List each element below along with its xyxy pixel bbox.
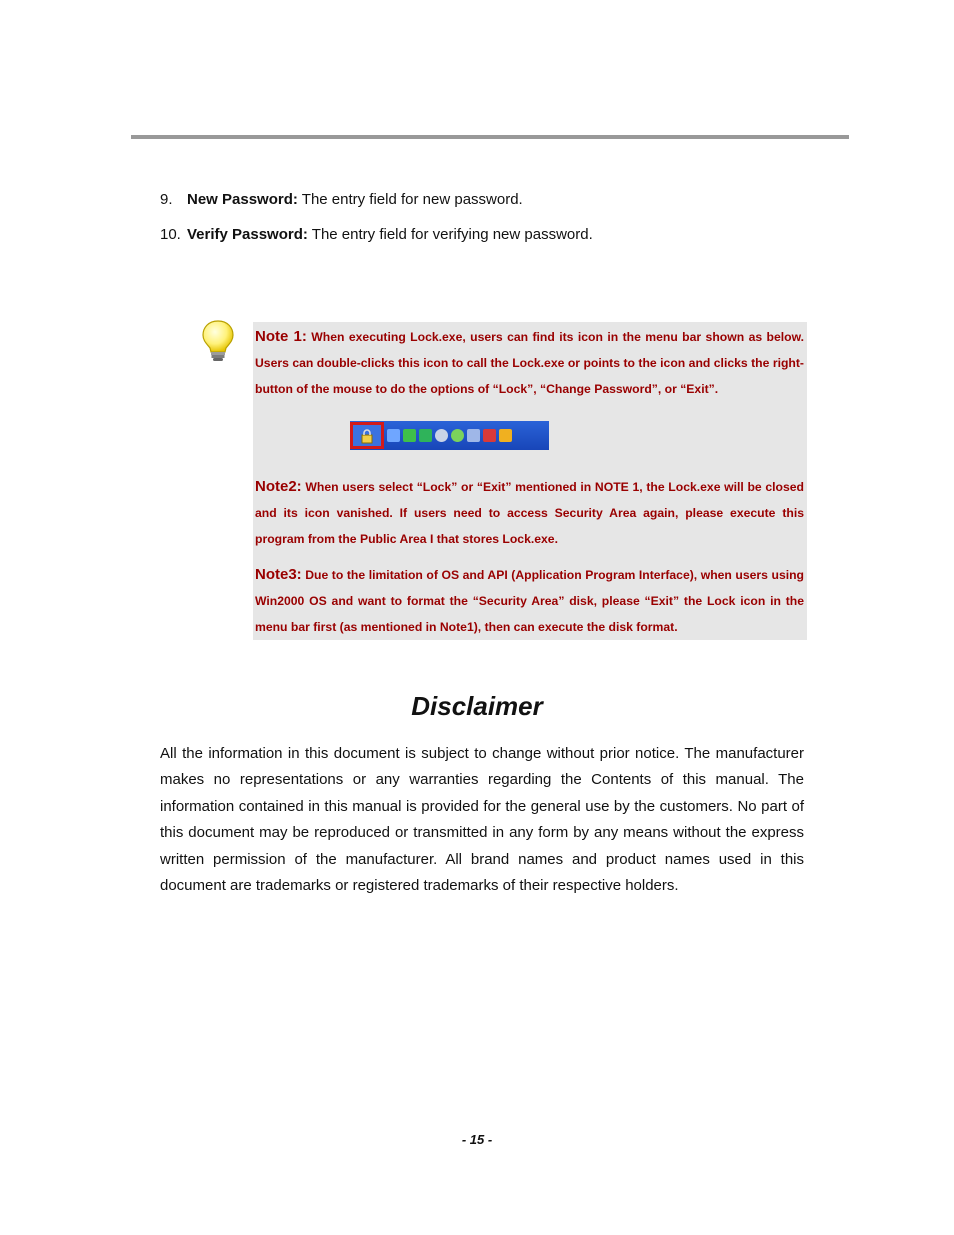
camera-icon (483, 429, 496, 442)
list-number: 9. (160, 191, 173, 208)
note-label: Note2: (255, 478, 302, 495)
satellite-icon (435, 429, 448, 442)
music-icon (467, 429, 480, 442)
list-text: The entry field for new password. (301, 191, 523, 208)
note-label: Note 1: (255, 328, 307, 345)
note-2 (255, 474, 804, 552)
list-label: Verify Password: (187, 226, 308, 243)
header-rule (131, 135, 849, 139)
update-icon (451, 429, 464, 442)
network-icon (403, 429, 416, 442)
disclaimer-title: Disclaimer (411, 691, 543, 721)
note-1 (255, 324, 804, 402)
menu-bar-screenshot (350, 421, 549, 450)
monitor-icon (419, 429, 432, 442)
note-text: When executing Lock.exe, users can find its icon in the menu bar shown as below. Users can double-clicks this icon to call the Lock.exe or points to the icon and clicks the right-button of the mouse to do the options of “Lock”, “Change Password”, or “Exit”. (255, 330, 804, 396)
note-text: Due to the limitation of OS and API (Application Program Interface), when users using Win2000 OS and want to format the “Security Area” disk, please “Exit” the Lock icon in the menu bar first (as mentioned in Note1), then can execute the disk format. (255, 568, 804, 634)
page-number: - 15 - (461, 1132, 493, 1147)
disclaimer-text: All the information in this document is subject to change without prior notice. The manufacturer makes no representations or any warranties regarding the Contents of this manual. The information contained in this manual is provided for the general use by the customers. No part of this document may be reproduced or transmitted in any form by any means without the express written permission of the manufacturer. All brand names and product names used in this document are trademarks or registered trademarks of their respective holders. (160, 745, 804, 895)
list-item-verify-password (160, 225, 593, 245)
lightbulb-icon (200, 318, 236, 364)
note-text: When users select “Lock” or “Exit” mentioned in NOTE 1, the Lock.exe will be closed and its icon vanished. If users need to access Security Area again, please execute this program from the Public Area I that stores Lock.exe. (255, 480, 805, 546)
list-number: 10. (160, 226, 181, 243)
note-label: Note3: (255, 566, 302, 583)
note-3 (255, 562, 804, 640)
list-item-new-password (160, 190, 523, 210)
speaker-icon (387, 429, 400, 442)
pen-icon (499, 429, 512, 442)
lock-app-icon (350, 422, 384, 449)
list-text: The entry field for verifying new password. (311, 226, 593, 243)
list-label: New Password: (187, 191, 298, 208)
